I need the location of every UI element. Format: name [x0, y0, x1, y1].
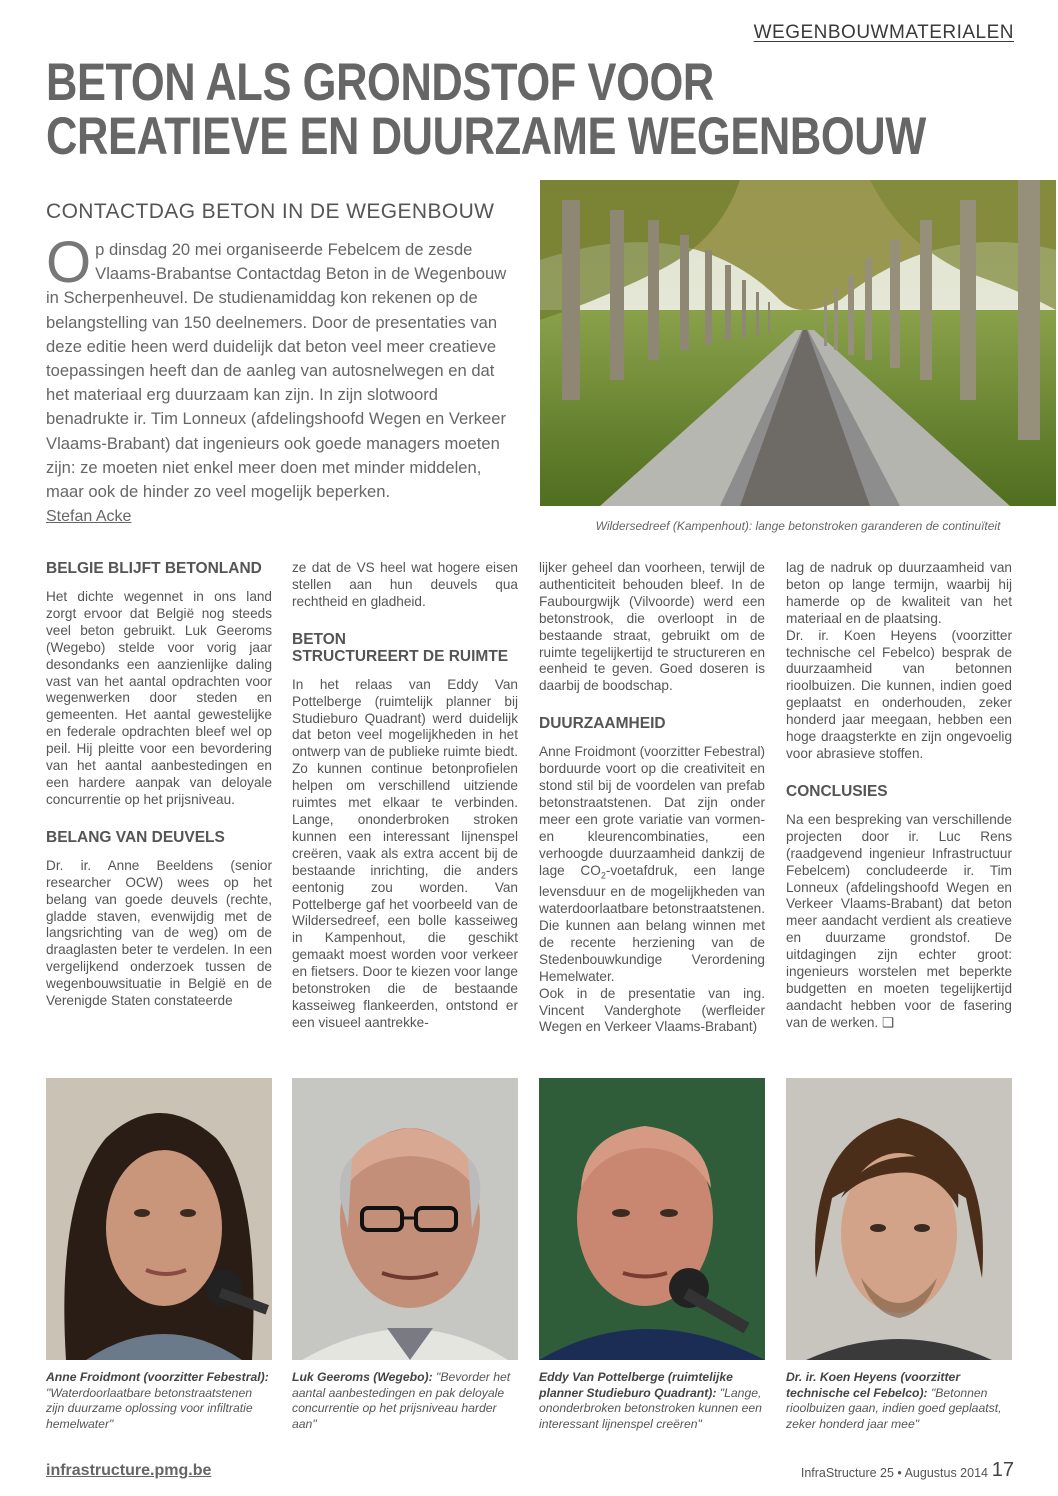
caption-name: Anne Froidmont (voorzitter Febestral):: [46, 1370, 269, 1384]
article-subtitle: CONTACTDAG BETON IN DE WEGENBOUW: [46, 200, 495, 223]
heading-duurzaamheid: DUURZAAMHEID: [539, 715, 666, 733]
intro-paragraph: [46, 230, 518, 504]
portrait-photo-anne-froidmont: [46, 1078, 272, 1360]
hero-caption: Wildersedreef (Kampenhout): lange betonstroken garanderen de continuïteit: [595, 519, 1001, 533]
text-span: Na een bespreking van verschillende projecten door ir. Luc Rens (raadgevend ingenieur Infrastructuur Febelcem) concludeerde ir. Tim Lonneux (afdelingshoofd Wegen en Verkeer Vlaams-Brabant) dat beton meer aandacht verdient als creatieve en duurzame grondstof. De uitdagingen zijn echter groot: ingenieurs worstelen met beperkte budgetten en moeten tegelijkertijd aandacht hebben voor de fasering van de werken.: [786, 811, 1012, 1030]
section-label: WEGENBOUWMATERIALEN: [753, 22, 1014, 43]
paragraph: [786, 812, 1012, 1032]
heading-conclusies: CONCLUSIES: [786, 782, 888, 800]
heading-belang-deuvels: BELANG VAN DEUVELS: [46, 828, 225, 846]
text-span: Anne Froidmont (voorzitter Febestral) borduurde voort op die creativiteit en stond stil bij de voordelen van prefab betonstraatstenen. Dat zijn onder meer een grote variatie van vormen- en kleurencombinaties, een verhoogde duurzaamheid dankzij de lage CO: [539, 744, 765, 878]
photo-caption-1: [46, 1370, 272, 1432]
headline-line-1: BETON ALS GRONDSTOF VOOR: [46, 53, 714, 112]
drop-cap: O: [46, 230, 92, 295]
caption-quote: "Waterdoorlaatbare betonstraatstenen zijn duurzame oplossing voor infiltratie hemelwater": [46, 1385, 253, 1431]
footer-issue-info: InfraStructure 25 • Augustus 2014: [800, 1466, 988, 1480]
heading-part: STRUCTUREERT DE RUIMTE: [292, 647, 509, 665]
paragraph: lag de nadruk op duurzaamheid van beton op lange termijn, waarbij hij hamerde op de kwaliteit van het materiaal en de plaatsing.: [786, 560, 1012, 626]
paragraph: Ook in de presentatie van ing. Vincent Vanderghote (werfleider Wegen en Verkeer Vlaams-Brabant): [539, 985, 765, 1035]
intro-text: p dinsdag 20 mei organiseerde Febelcem de zesde Vlaams-Brabantse Contactdag Beton in de Wegenbouw in Scherpenheuvel. De studienamiddag kon rekenen op de belangstelling van 150 deelnemers. Door de presentaties van deze editie heen werd duidelijk dat beton veel meer creatieve toepassingen heeft dan de aanleg van autosnelwegen en dat het materiaal erg duurzaam kan zijn. In zijn slotwoord benadrukte ir. Tim Lonneux (afdelingshoofd Wegen en Verkeer Vlaams-Brabant) dat ingenieurs ook goede managers moeten zijn: ze moeten niet enkel meer doen met minder middelen, maar ook de hinder zo veel mogelijk beperken.: [46, 240, 507, 502]
paragraph: ze dat de VS heel wat hogere eisen stellen aan hun deuvels qua rechtheid en gladheid.: [292, 560, 518, 609]
paragraph: Dr. ir. Koen Heyens (voorzitter technische cel Febelco) besprak de duurzaamheid van betonnen rioolbuizen. Die kunnen, indien goed geplaatst en onderhouden, zeker honderd jaar meegaan, hebben een hoge draagsterkte en zijn ongevoelig voor abrasieve stoffen.: [786, 627, 1012, 761]
portrait-photo-luk-geeroms: [292, 1078, 518, 1360]
text-column-4: [786, 560, 1012, 1052]
author-byline: Stefan Acke: [46, 508, 132, 525]
photo-caption-4: [786, 1370, 1012, 1432]
paragraph: Het dichte wegennet in ons land zorgt ervoor dat België nog steeds veel beton gebruikt. Luk Geeroms (Wegebo) stelde voor vorig jaar desondanks een aanzienlijke daling vast van het aantal opdrachten voor wegenwerken door steden en gemeenten. Het aantal gewestelijke en federale opdrachten bleef wel op peil. Hij pleitte voor een bevordering van het aantal aanbestedingen en een hardere aanpak van deloyale concurrentie op het prijsniveau.: [46, 589, 272, 807]
caption-quote: "Bevorder het aantal aanbestedingen en pak deloyale concurrentie op het prijsniveau harder aan": [292, 1370, 511, 1431]
text-span: -voetafdruk, een lange levensduur en de mogelijkheden van waterdoorlaatbare betonstraatstenen. Die kunnen aan belang winnen met de recente herziening van de Stedenbouwkundige Verordening Hemelwater.: [539, 862, 765, 984]
caption-name: Eddy Van Pottelberge (ruimtelijke planner Studieburo Quadrant):: [539, 1370, 733, 1400]
caption-name: Dr. ir. Koen Heyens (voorzitter technische cel Febelco):: [786, 1370, 961, 1400]
paragraph: Dr. ir. Anne Beeldens (senior researcher OCW) wees op het belang van goede deuvels (rechte, gladde staven, evenwijdig met de langsrichting van de weg) om de draaglasten beter te verdelen. In een vergelijkend onderzoek tussen de wegenbouwsituatie in België en de Verenigde Staten constateerde: [46, 857, 272, 1009]
heading-belgie-betonland: BELGIE BLIJFT BETONLAND: [46, 560, 262, 577]
paragraph: lijker geheel dan voorheen, terwijl de authenticiteit behouden bleef. In de Faubourgwijk (Vilvoorde) werd een betonstrook, die overloopt in de bestaande straat, gebruikt om de ruimte tegelijkertijd te structureren en eenheid te geven. Goed doseren is daarbij de boodschap.: [539, 560, 765, 694]
paragraph: In het relaas van Eddy Van Pottelberge (ruimtelijk planner bij Studieburo Quadrant) werd duidelijk dat beton veel mogelijkheden in het ontwerp van de publieke ruimte biedt. Zo kunnen continue betonprofielen helpen om verschillend uitziende ruimtes met elkaar te verbinden. Lange, ononderbroken stroken kunnen een interessant lijnenspel creëren, vaak als extra accent bij de bestaande inrichting, die anders eentonig zou worden. Van Pottelberge gaf het voorbeeld van de Wildersedreef, een bolle kasseiweg in Kampenhout, die geschikt gemaakt moest worden voor verkeer en fietsers. Door te kiezen voor lange betonstroken die de bestaande kasseiweg flankeerden, ontstond er een visueel aantrekke-: [292, 676, 518, 1030]
headline-line-2: CREATIEVE EN DUURZAME WEGENBOUW: [46, 107, 926, 166]
text-column-1: [46, 560, 272, 1030]
heading-beton-structureert: [292, 631, 518, 665]
hero-photo-avenue: [540, 180, 1056, 506]
subscript: 2: [600, 870, 606, 881]
portrait-photo-eddy-van-pottelberge: [539, 1078, 765, 1360]
paragraph: [539, 744, 765, 985]
text-column-3: [539, 560, 765, 1056]
caption-quote: "Lange, ononderbroken betonstroken kunnen een interessant lijnenspel creëren": [539, 1385, 762, 1431]
footer-website-link[interactable]: infrastructure.pmg.be: [46, 1462, 212, 1479]
end-mark-icon: ❑: [881, 1014, 895, 1030]
text-column-2: [292, 560, 518, 1052]
caption-quote: "Betonnen rioolbuizen gaan, indien goed geplaatst, zeker honderd jaar mee": [786, 1385, 1002, 1431]
photo-caption-3: [539, 1370, 765, 1432]
heading-part: BETON: [292, 630, 346, 648]
portrait-photo-koen-heyens: [786, 1078, 1012, 1360]
photo-caption-2: [292, 1370, 518, 1432]
caption-name: Luk Geeroms (Wegebo):: [292, 1370, 433, 1384]
page-number: 17: [991, 1459, 1014, 1481]
